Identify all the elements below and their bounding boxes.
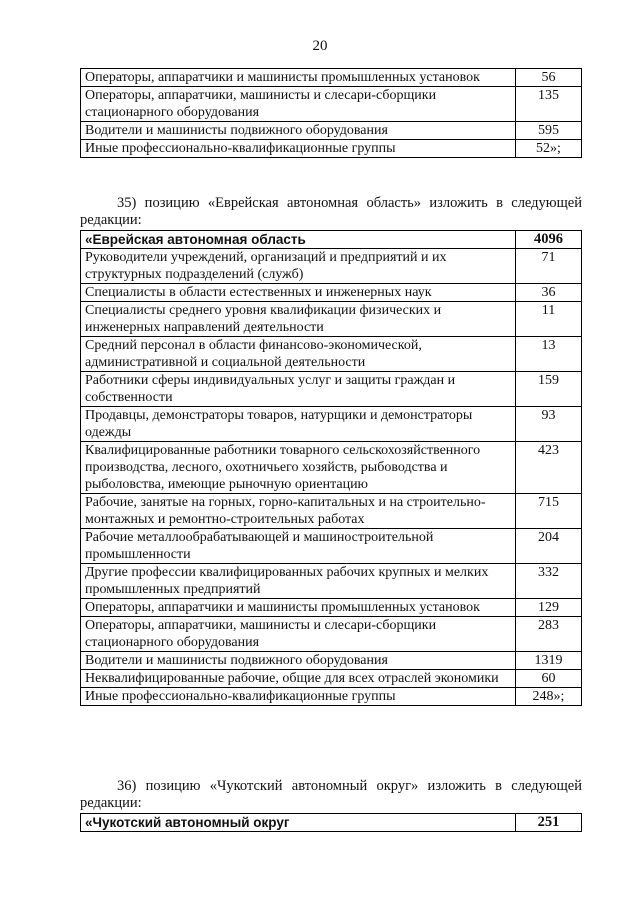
row-value: 36: [516, 284, 582, 302]
table-row: [81, 652, 582, 670]
row-value: 595: [516, 122, 582, 140]
row-value: 204: [516, 529, 582, 564]
row-value: 135: [516, 87, 582, 122]
row-name: Операторы, аппаратчики и машинисты промышленных установок: [81, 69, 516, 87]
table-row: [81, 617, 582, 652]
paragraph-36: [80, 778, 582, 812]
row-value: 423: [516, 442, 582, 494]
row-value: 332: [516, 564, 582, 599]
table-row: [81, 140, 582, 158]
table-row: [81, 599, 582, 617]
row-value: 715: [516, 494, 582, 529]
table-row: [81, 529, 582, 564]
table-row: [81, 442, 582, 494]
table-row: [81, 688, 582, 706]
row-name: Операторы, аппаратчики, машинисты и слесари-сборщики стационарного оборудования: [81, 87, 516, 122]
paragraph-35-text: 35) позицию «Еврейская автономная область» изложить в следующей редакции:: [80, 195, 582, 228]
table-continuation: [80, 68, 582, 158]
region-total: 251: [516, 814, 582, 832]
row-value: 283: [516, 617, 582, 652]
row-name: Иные профессионально-квалификационные группы: [81, 140, 516, 158]
table-row: [81, 564, 582, 599]
table-jewish-autonomous-region: [80, 230, 582, 706]
paragraph-36-text: 36) позицию «Чукотский автономный округ» изложить в следующей редакции:: [80, 778, 582, 811]
table-row: [81, 372, 582, 407]
row-value: 60: [516, 670, 582, 688]
row-name: Операторы, аппаратчики и машинисты промышленных установок: [81, 599, 516, 617]
table-chukotka: [80, 813, 582, 832]
row-name: Специалисты среднего уровня квалификации физических и инженерных направлений деятельности: [81, 302, 516, 337]
row-value: 11: [516, 302, 582, 337]
table-row: [81, 87, 582, 122]
row-name: Работники сферы индивидуальных услуг и защиты граждан и собственности: [81, 372, 516, 407]
row-value: 93: [516, 407, 582, 442]
row-name: Водители и машинисты подвижного оборудования: [81, 122, 516, 140]
row-value: 56: [516, 69, 582, 87]
row-name: Водители и машинисты подвижного оборудования: [81, 652, 516, 670]
table-row: [81, 284, 582, 302]
row-name: Руководители учреждений, организаций и предприятий и их структурных подразделений (служб): [81, 249, 516, 284]
row-name: Операторы, аппаратчики, машинисты и слесари-сборщики стационарного оборудования: [81, 617, 516, 652]
row-value: 71: [516, 249, 582, 284]
region-total: 4096: [516, 231, 582, 249]
paragraph-35: [80, 195, 582, 229]
row-value: 159: [516, 372, 582, 407]
table-row: [81, 407, 582, 442]
table-header-row: [81, 231, 582, 249]
table-header-row: [81, 814, 582, 832]
region-name: «Еврейская автономная область: [81, 231, 516, 249]
row-value: 52»;: [516, 140, 582, 158]
row-name: Рабочие металлообрабатывающей и машиностроительной промышленности: [81, 529, 516, 564]
table-row: [81, 670, 582, 688]
row-name: Рабочие, занятые на горных, горно-капитальных и на строительно-монтажных и ремонтно-строительных работах: [81, 494, 516, 529]
row-name: Специалисты в области естественных и инженерных наук: [81, 284, 516, 302]
row-name: Квалифицированные работники товарного сельскохозяйственного производства, лесного, охотничьего хозяйств, рыбоводства и рыболовства, имеющие рыночную ориентацию: [81, 442, 516, 494]
table-row: [81, 494, 582, 529]
row-name: Другие профессии квалифицированных рабочих крупных и мелких промышленных предприятий: [81, 564, 516, 599]
row-value: 1319: [516, 652, 582, 670]
table-row: [81, 249, 582, 284]
row-name: Продавцы, демонстраторы товаров, натурщики и демонстраторы одежды: [81, 407, 516, 442]
region-name: «Чукотский автономный округ: [81, 814, 516, 832]
row-name: Средний персонал в области финансово-экономической, административной и социальной деятельности: [81, 337, 516, 372]
table-row: [81, 69, 582, 87]
page-number: 20: [312, 38, 328, 54]
table-row: [81, 302, 582, 337]
table-row: [81, 122, 582, 140]
row-value: 248»;: [516, 688, 582, 706]
row-name: Неквалифицированные рабочие, общие для всех отраслей экономики: [81, 670, 516, 688]
row-value: 13: [516, 337, 582, 372]
row-name: Иные профессионально-квалификационные группы: [81, 688, 516, 706]
table-row: [81, 337, 582, 372]
row-value: 129: [516, 599, 582, 617]
